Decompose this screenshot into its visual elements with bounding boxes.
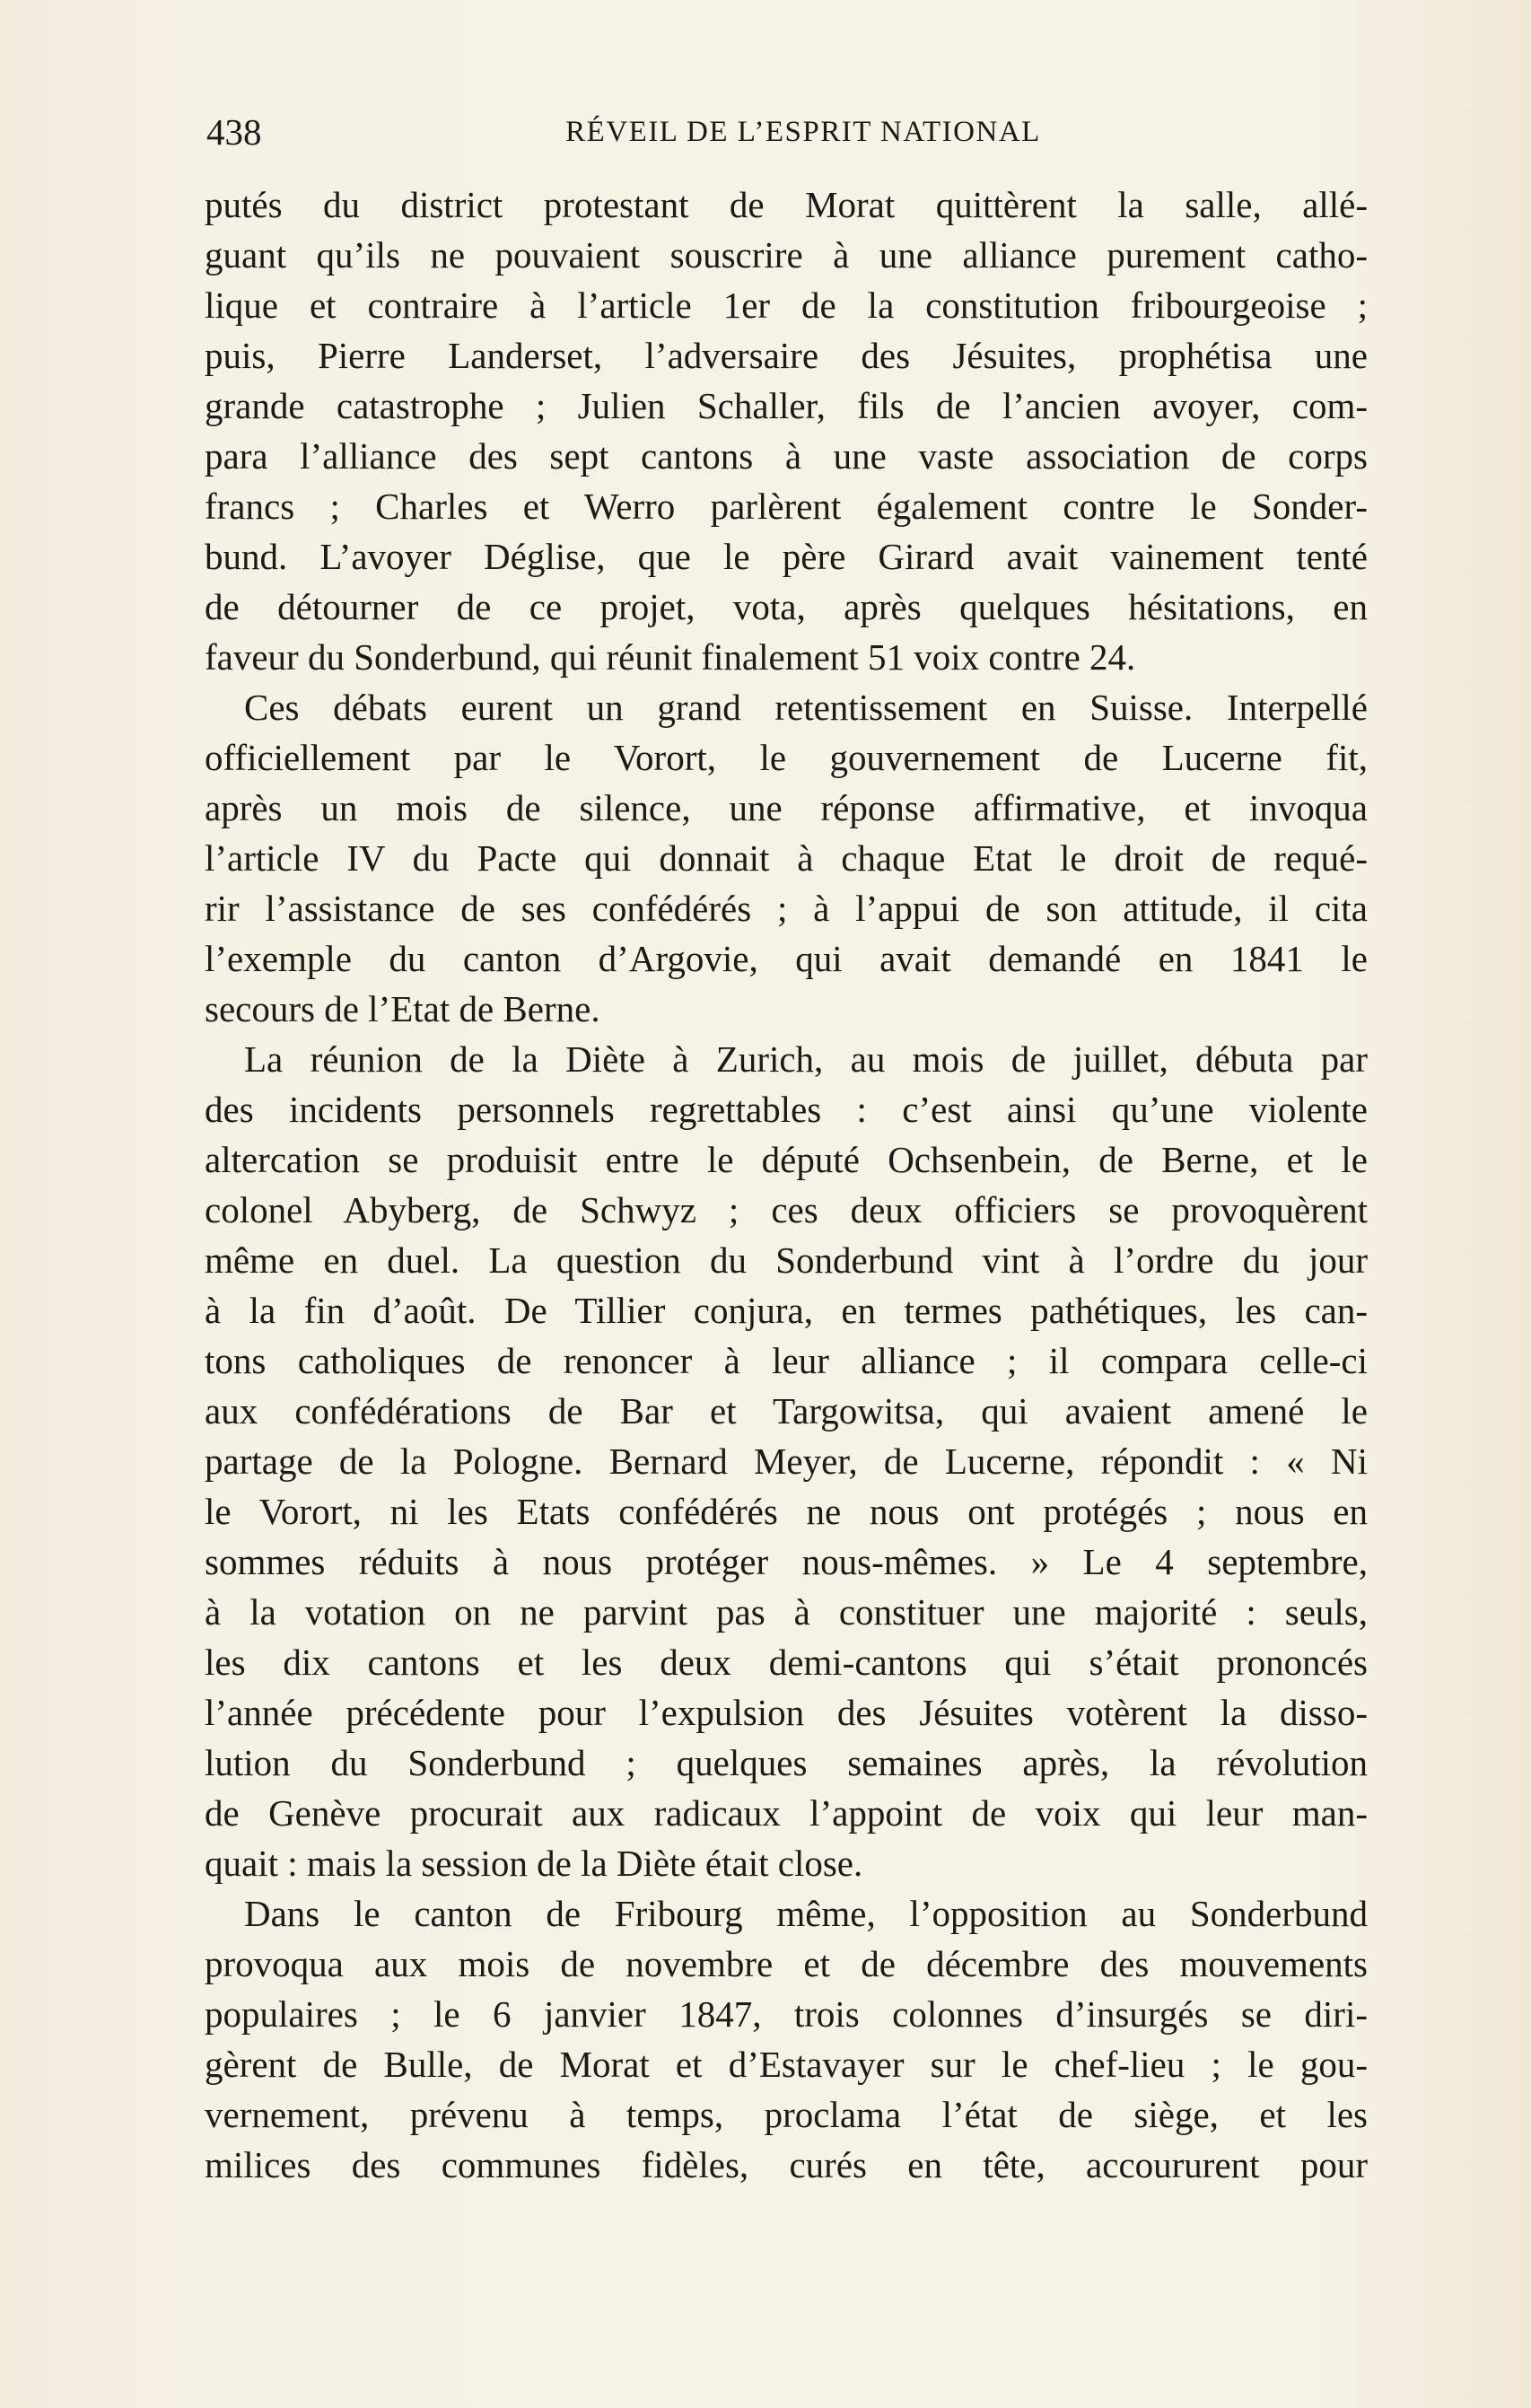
text-line: lique et contraire à l’article 1er de la constitution fribourgeoise ;: [205, 285, 1368, 326]
text-line: après un mois de silence, une réponse affirmative, et invoqua: [205, 787, 1368, 828]
text-line: gèrent de Bulle, de Morat et d’Estavayer sur le chef-lieu ; le gou-: [205, 2044, 1368, 2085]
text-line: secours de l’Etat de Berne.: [205, 988, 600, 1029]
text-line: de Genève procurait aux radicaux l’appoint de voix qui leur man-: [205, 1792, 1368, 1834]
text-line: partage de la Pologne. Bernard Meyer, de Lucerne, répondit : « Ni: [205, 1440, 1368, 1482]
running-title: RÉVEIL DE L’ESPRIT NATIONAL: [565, 116, 1041, 148]
text-line: le Vorort, ni les Etats confédérés ne nous ont protégés ; nous en: [205, 1491, 1368, 1532]
text-line: francs ; Charles et Werro parlèrent également contre le Sonder-: [205, 486, 1368, 527]
text-line: bund. L’avoyer Déglise, que le père Girard avait vainement tenté: [205, 536, 1368, 577]
text-line: vernement, prévenu à temps, proclama l’état de siège, et les: [205, 2094, 1368, 2135]
text-line: putés du district protestant de Morat quittèrent la salle, allé-: [205, 184, 1368, 225]
text-line: populaires ; le 6 janvier 1847, trois colonnes d’insurgés se diri-: [205, 1993, 1368, 2035]
text-line: de détourner de ce projet, vota, après quelques hésitations, en: [205, 586, 1368, 627]
text-line: guant qu’ils ne pouvaient souscrire à une alliance purement catho-: [205, 234, 1368, 276]
text-line: l’exemple du canton d’Argovie, qui avait demandé en 1841 le: [205, 938, 1368, 979]
text-line: à la fin d’août. De Tillier conjura, en termes pathétiques, les can-: [205, 1290, 1368, 1331]
text-line: Ces débats eurent un grand retentissement en Suisse. Interpellé: [244, 687, 1368, 728]
text-line: même en duel. La question du Sonderbund vint à l’ordre du jour: [205, 1239, 1368, 1281]
text-line: milices des communes fidèles, curés en tête, accoururent pour: [205, 2144, 1368, 2185]
text-line: lution du Sonderbund ; quelques semaines après, la révolution: [205, 1742, 1368, 1783]
text-line: aux confédérations de Bar et Targowitsa, qui avaient amené le: [205, 1390, 1368, 1432]
body-text: [205, 180, 1368, 2190]
text-line: provoqua aux mois de novembre et de décembre des mouvements: [205, 1943, 1368, 1984]
text-line: à la votation on ne parvint pas à constituer une majorité : seuls,: [205, 1591, 1368, 1633]
text-line: les dix cantons et les deux demi-cantons qui s’était prononcés: [205, 1642, 1368, 1683]
text-line: l’année précédente pour l’expulsion des Jésuites votèrent la disso-: [205, 1692, 1368, 1733]
text-line: La réunion de la Diète à Zurich, au mois de juillet, débuta par: [244, 1038, 1368, 1080]
text-line: colonel Abyberg, de Schwyz ; ces deux officiers se provoquèrent: [205, 1189, 1368, 1230]
text-line: officiellement par le Vorort, le gouvernement de Lucerne fit,: [205, 737, 1368, 778]
page-header: [206, 109, 1364, 154]
text-line: sommes réduits à nous protéger nous-mêmes. » Le 4 septembre,: [205, 1541, 1368, 1582]
text-line: Dans le canton de Fribourg même, l’opposition au Sonderbund: [244, 1893, 1368, 1934]
text-line: quait : mais la session de la Diète était close.: [205, 1843, 863, 1884]
text-line: para l’alliance des sept cantons à une vaste association de corps: [205, 435, 1368, 477]
text-line: puis, Pierre Landerset, l’adversaire des Jésuites, prophétisa une: [205, 335, 1368, 376]
text-line: l’article IV du Pacte qui donnait à chaque Etat le droit de requé-: [205, 837, 1368, 879]
text-line: faveur du Sonderbund, qui réunit finalement 51 voix contre 24.: [205, 636, 1136, 678]
text-line: altercation se produisit entre le député Ochsenbein, de Berne, et le: [205, 1139, 1368, 1180]
text-line: tons catholiques de renoncer à leur alliance ; il compara celle-ci: [205, 1340, 1368, 1381]
text-line: grande catastrophe ; Julien Schaller, fils de l’ancien avoyer, com-: [205, 385, 1368, 426]
page-number: 438: [206, 111, 262, 153]
text-line: des incidents personnels regrettables : c’est ainsi qu’une violente: [205, 1089, 1368, 1130]
text-line: rir l’assistance de ses confédérés ; à l’appui de son attitude, il cita: [205, 888, 1368, 929]
